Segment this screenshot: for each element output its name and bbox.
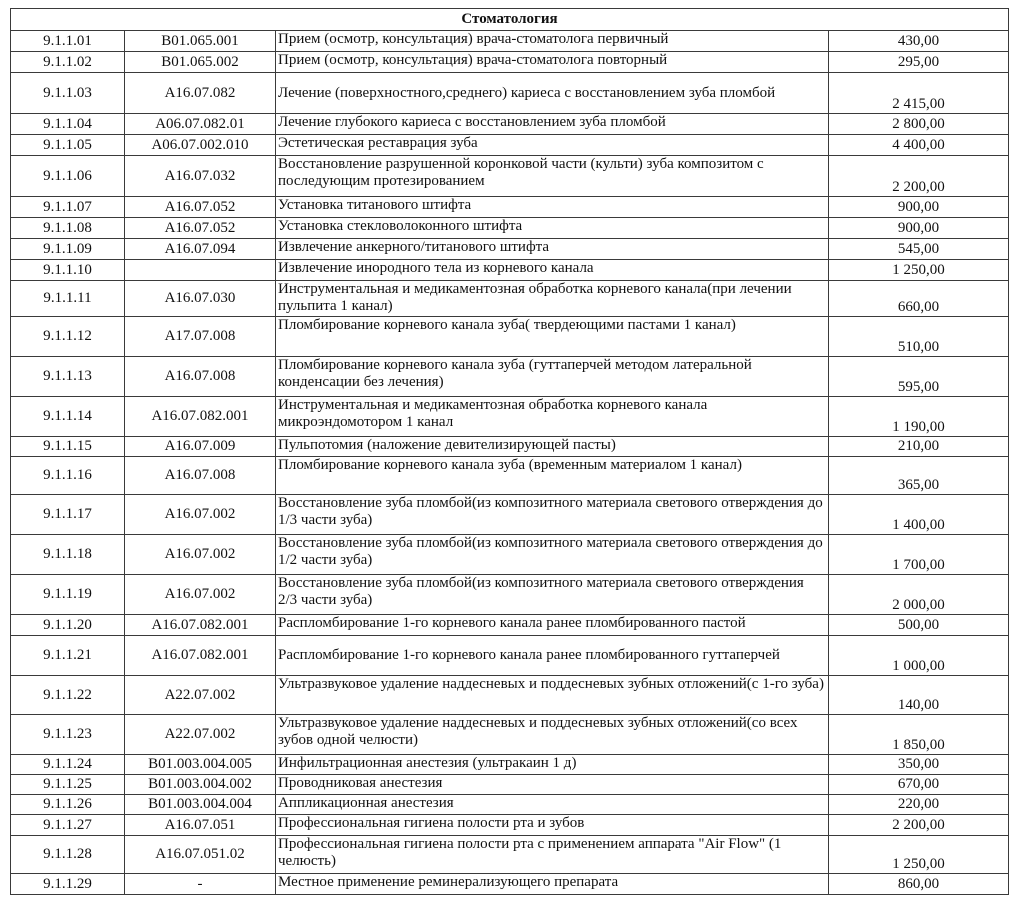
table-row bbox=[11, 397, 1009, 437]
service-name: Инструментальная и медикаментозная обработка корневого канала микроэндомотором 1 канал bbox=[276, 397, 829, 437]
service-code: A06.07.002.010 bbox=[125, 135, 276, 156]
service-code: A16.07.052 bbox=[125, 197, 276, 218]
row-number: 9.1.1.03 bbox=[11, 73, 125, 114]
row-number: 9.1.1.17 bbox=[11, 495, 125, 535]
service-code: A16.07.082.001 bbox=[125, 636, 276, 676]
table-row bbox=[11, 52, 1009, 73]
service-price: 860,00 bbox=[829, 874, 1009, 895]
row-number: 9.1.1.12 bbox=[11, 317, 125, 357]
service-name: Профессиональная гигиена полости рта и зубов bbox=[276, 815, 829, 836]
service-code: A16.07.030 bbox=[125, 281, 276, 317]
service-name: Восстановление разрушенной коронковой части (культи) зуба композитом с последующим протезированием bbox=[276, 156, 829, 197]
service-code: A16.07.051 bbox=[125, 815, 276, 836]
service-price: 545,00 bbox=[829, 239, 1009, 260]
row-number: 9.1.1.06 bbox=[11, 156, 125, 197]
service-code: A16.07.082.001 bbox=[125, 615, 276, 636]
row-number: 9.1.1.23 bbox=[11, 715, 125, 755]
row-number: 9.1.1.24 bbox=[11, 755, 125, 775]
service-price: 2 415,00 bbox=[829, 73, 1009, 114]
table-row bbox=[11, 795, 1009, 815]
service-code: B01.003.004.005 bbox=[125, 755, 276, 775]
table-row bbox=[11, 437, 1009, 457]
service-price: 2 200,00 bbox=[829, 815, 1009, 836]
service-name: Установка стекловолоконного штифта bbox=[276, 218, 829, 239]
service-code: A16.07.002 bbox=[125, 495, 276, 535]
table-row bbox=[11, 676, 1009, 715]
service-code: B01.003.004.004 bbox=[125, 795, 276, 815]
table-row bbox=[11, 775, 1009, 795]
service-name: Профессиональная гигиена полости рта с применением аппарата "Air Flow" (1 челюсть) bbox=[276, 836, 829, 874]
service-price: 1 190,00 bbox=[829, 397, 1009, 437]
service-price: 365,00 bbox=[829, 457, 1009, 495]
row-number: 9.1.1.04 bbox=[11, 114, 125, 135]
service-price: 900,00 bbox=[829, 197, 1009, 218]
service-name: Инфильтрационная анестезия (ультракаин 1 д) bbox=[276, 755, 829, 775]
row-number: 9.1.1.11 bbox=[11, 281, 125, 317]
price-rows bbox=[11, 31, 1009, 895]
service-price: 1 700,00 bbox=[829, 535, 1009, 575]
service-code: A16.07.002 bbox=[125, 535, 276, 575]
service-code: A16.07.032 bbox=[125, 156, 276, 197]
service-name: Извлечение анкерного/титанового штифта bbox=[276, 239, 829, 260]
service-name: Инструментальная и медикаментозная обработка корневого канала(при лечении пульпита 1 канал) bbox=[276, 281, 829, 317]
service-code: A16.07.082.001 bbox=[125, 397, 276, 437]
section-title: Стоматология bbox=[11, 9, 1009, 31]
service-code: A16.07.052 bbox=[125, 218, 276, 239]
service-code: A16.07.008 bbox=[125, 357, 276, 397]
service-code: B01.065.002 bbox=[125, 52, 276, 73]
service-price: 2 200,00 bbox=[829, 156, 1009, 197]
table-row bbox=[11, 73, 1009, 114]
service-code bbox=[125, 260, 276, 281]
table-row bbox=[11, 535, 1009, 575]
service-name: Восстановление зуба пломбой(из композитного материала светового отверждения до 1/3 части зуба) bbox=[276, 495, 829, 535]
row-number: 9.1.1.29 bbox=[11, 874, 125, 895]
service-name: Извлечение инородного тела из корневого канала bbox=[276, 260, 829, 281]
table-row bbox=[11, 836, 1009, 874]
service-code: B01.065.001 bbox=[125, 31, 276, 52]
service-code: A16.07.002 bbox=[125, 575, 276, 615]
price-list-table bbox=[10, 8, 1009, 895]
service-name: Распломбирование 1-го корневого канала ранее пломбированного гуттаперчей bbox=[276, 636, 829, 676]
service-price: 220,00 bbox=[829, 795, 1009, 815]
row-number: 9.1.1.13 bbox=[11, 357, 125, 397]
row-number: 9.1.1.26 bbox=[11, 795, 125, 815]
table-row bbox=[11, 31, 1009, 52]
table-row bbox=[11, 636, 1009, 676]
service-code: A16.07.008 bbox=[125, 457, 276, 495]
row-number: 9.1.1.20 bbox=[11, 615, 125, 636]
row-number: 9.1.1.27 bbox=[11, 815, 125, 836]
service-name: Лечение (поверхностного,среднего) кариеса с восстановлением зуба пломбой bbox=[276, 73, 829, 114]
service-code: A06.07.082.01 bbox=[125, 114, 276, 135]
service-name: Пломбирование корневого канала зуба (гуттаперчей методом латеральной конденсации без лечения) bbox=[276, 357, 829, 397]
table-row bbox=[11, 317, 1009, 357]
row-number: 9.1.1.21 bbox=[11, 636, 125, 676]
service-name: Ультразвуковое удаление наддесневых и поддесневых зубных отложений(с 1-го зуба) bbox=[276, 676, 829, 715]
service-price: 350,00 bbox=[829, 755, 1009, 775]
table-row bbox=[11, 615, 1009, 636]
service-price: 1 000,00 bbox=[829, 636, 1009, 676]
table-row bbox=[11, 457, 1009, 495]
table-row bbox=[11, 357, 1009, 397]
service-name: Восстановление зуба пломбой(из композитного материала светового отверждения 2/3 части зуба) bbox=[276, 575, 829, 615]
table-row bbox=[11, 135, 1009, 156]
row-number: 9.1.1.07 bbox=[11, 197, 125, 218]
table-row bbox=[11, 197, 1009, 218]
service-price: 2 000,00 bbox=[829, 575, 1009, 615]
service-code: A22.07.002 bbox=[125, 715, 276, 755]
table-row bbox=[11, 260, 1009, 281]
service-price: 1 400,00 bbox=[829, 495, 1009, 535]
table-row bbox=[11, 715, 1009, 755]
row-number: 9.1.1.01 bbox=[11, 31, 125, 52]
service-name: Пульпотомия (наложение девителизирующей пасты) bbox=[276, 437, 829, 457]
table-row bbox=[11, 281, 1009, 317]
row-number: 9.1.1.22 bbox=[11, 676, 125, 715]
service-code: B01.003.004.002 bbox=[125, 775, 276, 795]
service-price: 210,00 bbox=[829, 437, 1009, 457]
service-price: 670,00 bbox=[829, 775, 1009, 795]
service-price: 2 800,00 bbox=[829, 114, 1009, 135]
service-name: Местное применение реминерализующего препарата bbox=[276, 874, 829, 895]
service-code: A16.07.051.02 bbox=[125, 836, 276, 874]
table-row bbox=[11, 815, 1009, 836]
table-row bbox=[11, 575, 1009, 615]
row-number: 9.1.1.10 bbox=[11, 260, 125, 281]
row-number: 9.1.1.19 bbox=[11, 575, 125, 615]
table-row bbox=[11, 755, 1009, 775]
table-row bbox=[11, 114, 1009, 135]
table-row bbox=[11, 156, 1009, 197]
table-row bbox=[11, 495, 1009, 535]
service-price: 4 400,00 bbox=[829, 135, 1009, 156]
row-number: 9.1.1.02 bbox=[11, 52, 125, 73]
row-number: 9.1.1.28 bbox=[11, 836, 125, 874]
service-price: 295,00 bbox=[829, 52, 1009, 73]
service-name: Прием (осмотр, консультация) врача-стоматолога повторный bbox=[276, 52, 829, 73]
service-name: Ультразвуковое удаление наддесневых и поддесневых зубных отложений(со всех зубов одной челюсти) bbox=[276, 715, 829, 755]
service-name: Восстановление зуба пломбой(из композитного материала светового отверждения до 1/2 части зуба) bbox=[276, 535, 829, 575]
service-name: Аппликационная анестезия bbox=[276, 795, 829, 815]
service-name: Установка титанового штифта bbox=[276, 197, 829, 218]
service-name: Прием (осмотр, консультация) врача-стоматолога первичный bbox=[276, 31, 829, 52]
service-code: A17.07.008 bbox=[125, 317, 276, 357]
row-number: 9.1.1.14 bbox=[11, 397, 125, 437]
service-price: 430,00 bbox=[829, 31, 1009, 52]
row-number: 9.1.1.08 bbox=[11, 218, 125, 239]
service-code: A16.07.082 bbox=[125, 73, 276, 114]
service-price: 1 850,00 bbox=[829, 715, 1009, 755]
row-number: 9.1.1.25 bbox=[11, 775, 125, 795]
service-price: 1 250,00 bbox=[829, 260, 1009, 281]
table-row bbox=[11, 874, 1009, 895]
row-number: 9.1.1.05 bbox=[11, 135, 125, 156]
service-code: A16.07.009 bbox=[125, 437, 276, 457]
service-price: 500,00 bbox=[829, 615, 1009, 636]
service-code: - bbox=[125, 874, 276, 895]
row-number: 9.1.1.18 bbox=[11, 535, 125, 575]
service-code: A16.07.094 bbox=[125, 239, 276, 260]
service-name: Лечение глубокого кариеса с восстановлением зуба пломбой bbox=[276, 114, 829, 135]
service-name: Распломбирование 1-го корневого канала ранее пломбированного пастой bbox=[276, 615, 829, 636]
service-price: 1 250,00 bbox=[829, 836, 1009, 874]
service-name: Пломбирование корневого канала зуба( твердеющими пастами 1 канал) bbox=[276, 317, 829, 357]
service-price: 595,00 bbox=[829, 357, 1009, 397]
table-row bbox=[11, 218, 1009, 239]
row-number: 9.1.1.09 bbox=[11, 239, 125, 260]
table-row bbox=[11, 239, 1009, 260]
section-header-row bbox=[11, 9, 1009, 31]
service-price: 510,00 bbox=[829, 317, 1009, 357]
service-name: Эстетическая реставрация зуба bbox=[276, 135, 829, 156]
row-number: 9.1.1.16 bbox=[11, 457, 125, 495]
row-number: 9.1.1.15 bbox=[11, 437, 125, 457]
service-price: 140,00 bbox=[829, 676, 1009, 715]
service-price: 900,00 bbox=[829, 218, 1009, 239]
service-price: 660,00 bbox=[829, 281, 1009, 317]
service-name: Проводниковая анестезия bbox=[276, 775, 829, 795]
service-name: Пломбирование корневого канала зуба (временным материалом 1 канал) bbox=[276, 457, 829, 495]
service-code: A22.07.002 bbox=[125, 676, 276, 715]
